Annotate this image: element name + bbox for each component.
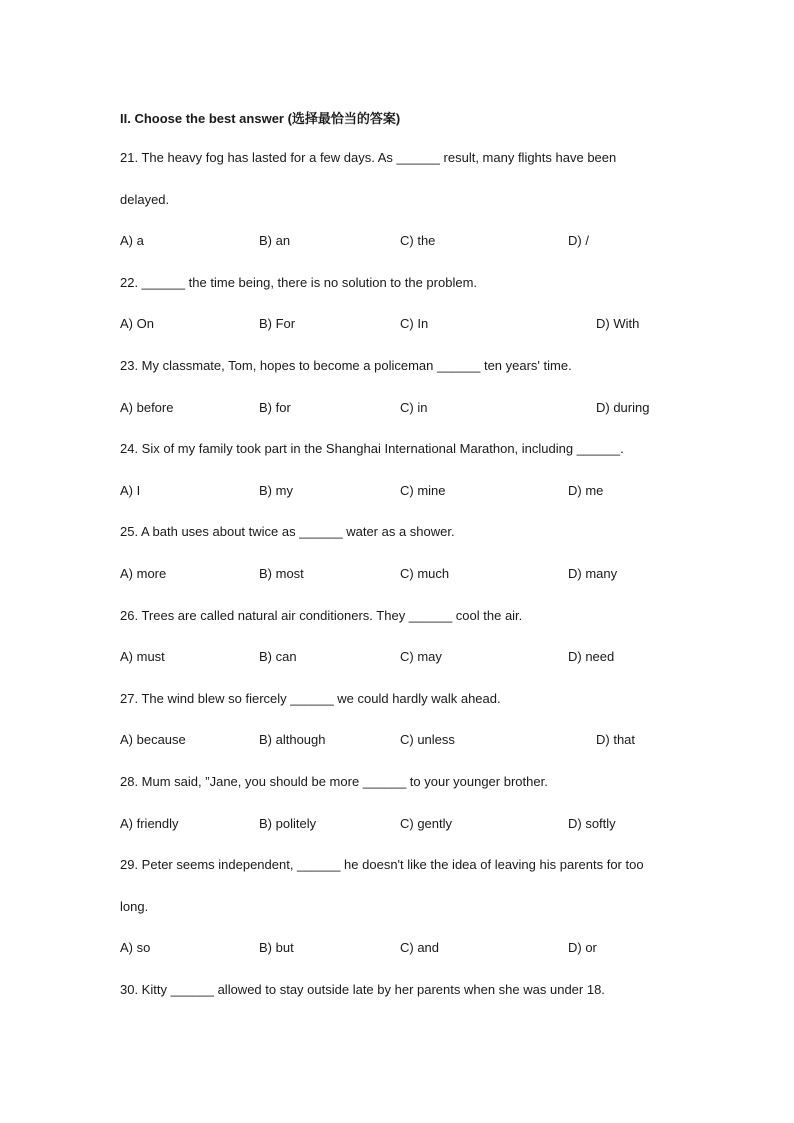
question-27-stem: 27. The wind blew so fiercely ______ we could hardly walk ahead.	[120, 691, 501, 706]
question-22-stem: 22. ______ the time being, there is no solution to the problem.	[120, 275, 478, 290]
question-21-option-c: C) the	[400, 233, 436, 248]
question-29-option-b: B) but	[259, 940, 294, 955]
question-27-option-c: C) unless	[400, 732, 455, 747]
question-24-option-c: C) mine	[400, 483, 446, 498]
question-26-stem: 26. Trees are called natural air conditioners. They ______ cool the air.	[120, 608, 523, 623]
question-22-option-c: C) In	[400, 316, 429, 331]
question-29-stem: 29. Peter seems independent, ______ he doesn't like the idea of leaving his parents for too	[120, 857, 644, 872]
question-23-option-c: C) in	[400, 400, 428, 415]
question-26-option-d: D) need	[568, 649, 615, 664]
question-25-stem: 25. A bath uses about twice as ______ water as a shower.	[120, 524, 455, 539]
question-29-option-a: A) so	[120, 940, 151, 955]
question-21-option-a: A) a	[120, 233, 144, 248]
question-25-option-b: B) most	[259, 566, 304, 581]
question-26-option-a: A) must	[120, 649, 165, 664]
question-28-option-c: C) gently	[400, 816, 453, 831]
question-22-option-b: B) For	[259, 316, 296, 331]
question-27-option-a: A) because	[120, 732, 186, 747]
section-heading: II. Choose the best answer (选择最恰当的答案)	[120, 111, 401, 126]
question-28-stem: 28. Mum said, ”Jane, you should be more ______ to your younger brother.	[120, 774, 548, 789]
question-23-stem: 23. My classmate, Tom, hopes to become a policeman ______ ten years' time.	[120, 358, 572, 373]
question-23-option-a: A) before	[120, 400, 174, 415]
question-28-option-a: A) friendly	[120, 816, 179, 831]
question-21-stem: 21. The heavy fog has lasted for a few days. As ______ result, many flights have been	[120, 150, 617, 165]
question-30-stem: 30. Kitty ______ allowed to stay outside late by her parents when she was under 18.	[120, 982, 605, 997]
question-28-option-d: D) softly	[568, 816, 616, 831]
question-23-option-d: D) during	[596, 400, 650, 415]
question-26-option-b: B) can	[259, 649, 297, 664]
question-23-option-b: B) for	[259, 400, 291, 415]
question-29-stem-continued: long.	[120, 899, 149, 914]
question-25-option-a: A) more	[120, 566, 167, 581]
question-25-option-c: C) much	[400, 566, 450, 581]
question-28-option-b: B) politely	[259, 816, 317, 831]
question-25-option-d: D) many	[568, 566, 618, 581]
question-29-option-c: C) and	[400, 940, 440, 955]
question-24-option-b: B) my	[259, 483, 293, 498]
question-22-option-a: A) On	[120, 316, 154, 331]
question-24-stem: 24. Six of my family took part in the Shanghai International Marathon, including ______.	[120, 441, 624, 456]
question-26-option-c: C) may	[400, 649, 442, 664]
question-21-stem-continued: delayed.	[120, 192, 170, 207]
question-22-option-d: D) With	[596, 316, 640, 331]
question-29-option-d: D) or	[568, 940, 597, 955]
question-24-option-d: D) me	[568, 483, 604, 498]
question-27-option-d: D) that	[596, 732, 636, 747]
question-21-option-d: D) /	[568, 233, 589, 248]
question-24-option-a: A) I	[120, 483, 141, 498]
question-21-option-b: B) an	[259, 233, 291, 248]
question-27-option-b: B) although	[259, 732, 326, 747]
